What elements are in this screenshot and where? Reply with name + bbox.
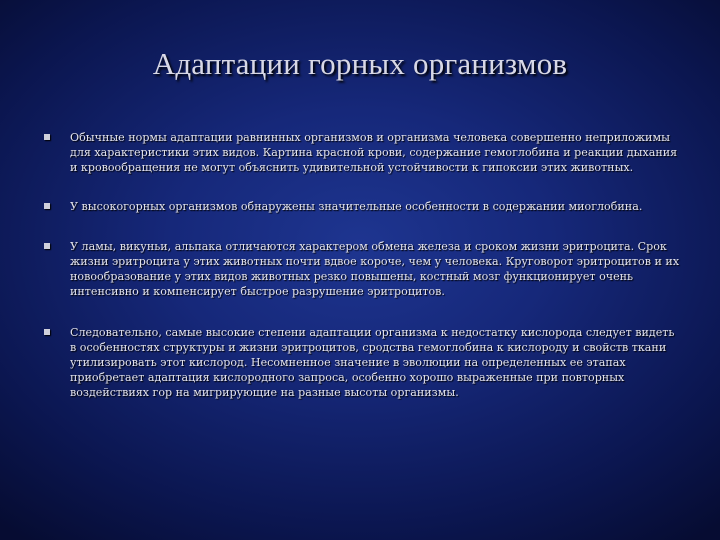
square-bullet-icon bbox=[44, 134, 50, 140]
bullet-item bbox=[44, 239, 684, 300]
bullet-item bbox=[44, 130, 684, 176]
bullet-text: У высокогорных организмов обнаружены значительные особенности в содержании миоглобина. bbox=[70, 199, 643, 213]
bullet-text: У ламы, викуньи, альпака отличаются характером обмена железа и сроком жизни эритроцита. Срок жизни эритроцита у этих животных почти вдвое короче, чем у человека. Круговорот эритроцитов и их новообразование у этих видов животных резко повышены, костный мозг функционирует очень интенсивно и компенсирует быстрое разрушение эритроцитов. bbox=[70, 239, 680, 299]
slide-title: Адаптации горных организмов bbox=[152, 46, 568, 81]
square-bullet-icon bbox=[44, 243, 50, 249]
square-bullet-icon bbox=[44, 329, 50, 335]
square-bullet-icon bbox=[44, 203, 50, 209]
bullet-item bbox=[44, 325, 684, 401]
bullet-item bbox=[44, 199, 684, 214]
bullet-text: Обычные нормы адаптации равнинных организмов и организма человека совершенно неприложимы для характеристики этих видов. Картина красной крови, содержание гемоглобина и реакции дыхания и кровообращения не могут объяснить удивительной устойчивости к гипоксии этих животных. bbox=[70, 131, 678, 175]
bullet-text: Следовательно, самые высокие степени адаптации организма к недостатку кислорода следует видеть в особенностях структуры и жизни эритроцитов, сродства гемоглобина к кислороду и свойств ткани утилизировать этот кислород. Несомненное значение в эволюции на определенных ее этапах приобретает адаптация кислородного запроса, особенно хорошо выраженные при повторных воздействиях гор на мигрирующие на разные высоты организмы. bbox=[70, 325, 675, 400]
bullet-list bbox=[44, 130, 684, 401]
